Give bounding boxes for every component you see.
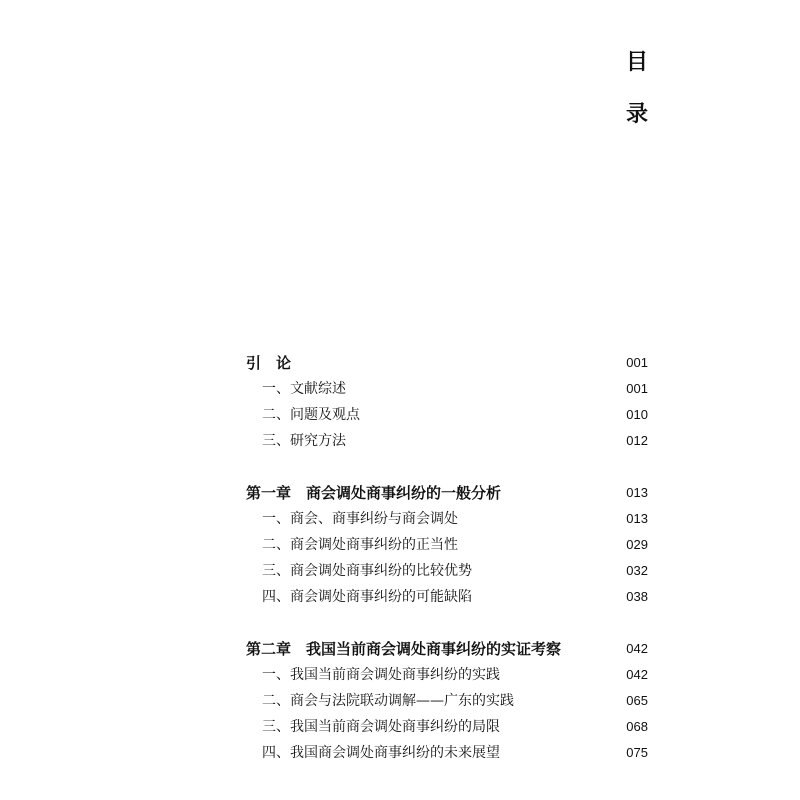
- toc-entry-label: 三、我国当前商会调处商事纠纷的局限: [262, 719, 500, 735]
- toc-entry: [246, 661, 648, 687]
- toc-entry: [246, 401, 648, 427]
- title-char-1: 目: [625, 49, 648, 75]
- toc-entry-label: 三、研究方法: [262, 433, 346, 449]
- toc-entry: [246, 427, 648, 453]
- toc-section-chapter-1: [246, 479, 648, 609]
- toc-page-number: 013: [626, 510, 648, 526]
- toc-section-chapter-2: [246, 635, 648, 765]
- toc-entry: [246, 583, 648, 609]
- toc-page-number: 010: [626, 406, 648, 422]
- toc-entry: [246, 531, 648, 557]
- toc-page-number: 068: [626, 718, 648, 734]
- toc-page-number: 012: [626, 432, 648, 448]
- toc-entry-label: 一、文献综述: [262, 381, 346, 397]
- toc-entry: [246, 687, 648, 713]
- toc-heading-label: 引 论: [246, 353, 292, 372]
- toc-page-number: 001: [626, 354, 648, 370]
- toc-page-number: 013: [626, 484, 648, 500]
- toc-page-number: 038: [626, 588, 648, 604]
- toc-entry: [246, 557, 648, 583]
- toc-heading: [246, 479, 648, 505]
- toc-page-number: 042: [626, 640, 648, 656]
- toc-entry-label: 二、商会调处商事纠纷的正当性: [262, 537, 458, 553]
- table-of-contents: [246, 349, 648, 791]
- toc-page-number: 032: [626, 562, 648, 578]
- title-char-2: 录: [625, 101, 648, 127]
- toc-entry: [246, 713, 648, 739]
- toc-page-number: 029: [626, 536, 648, 552]
- toc-entry-label: 四、商会调处商事纠纷的可能缺陷: [262, 589, 472, 605]
- toc-page-number: 075: [626, 744, 648, 760]
- toc-entry-label: 四、我国商会调处商事纠纷的未来展望: [262, 745, 500, 761]
- toc-entry: [246, 375, 648, 401]
- toc-entry-label: 三、商会调处商事纠纷的比较优势: [262, 563, 472, 579]
- page-title: [622, 36, 652, 140]
- toc-heading: [246, 635, 648, 661]
- toc-entry: [246, 739, 648, 765]
- toc-heading-label: 第二章 我国当前商会调处商事纠纷的实证考察: [246, 639, 562, 658]
- toc-heading-label: 第一章 商会调处商事纠纷的一般分析: [246, 483, 502, 502]
- toc-entry-label: 一、商会、商事纠纷与商会调处: [262, 511, 458, 527]
- toc-entry-label: 二、问题及观点: [262, 407, 360, 423]
- toc-entry-label: 一、我国当前商会调处商事纠纷的实践: [262, 667, 500, 683]
- toc-page-number: 042: [626, 666, 648, 682]
- toc-page-number: 065: [626, 692, 648, 708]
- toc-heading: [246, 349, 648, 375]
- toc-entry: [246, 505, 648, 531]
- toc-page-number: 001: [626, 380, 648, 396]
- toc-entry-label: 二、商会与法院联动调解——广东的实践: [262, 693, 514, 709]
- toc-section-intro: [246, 349, 648, 453]
